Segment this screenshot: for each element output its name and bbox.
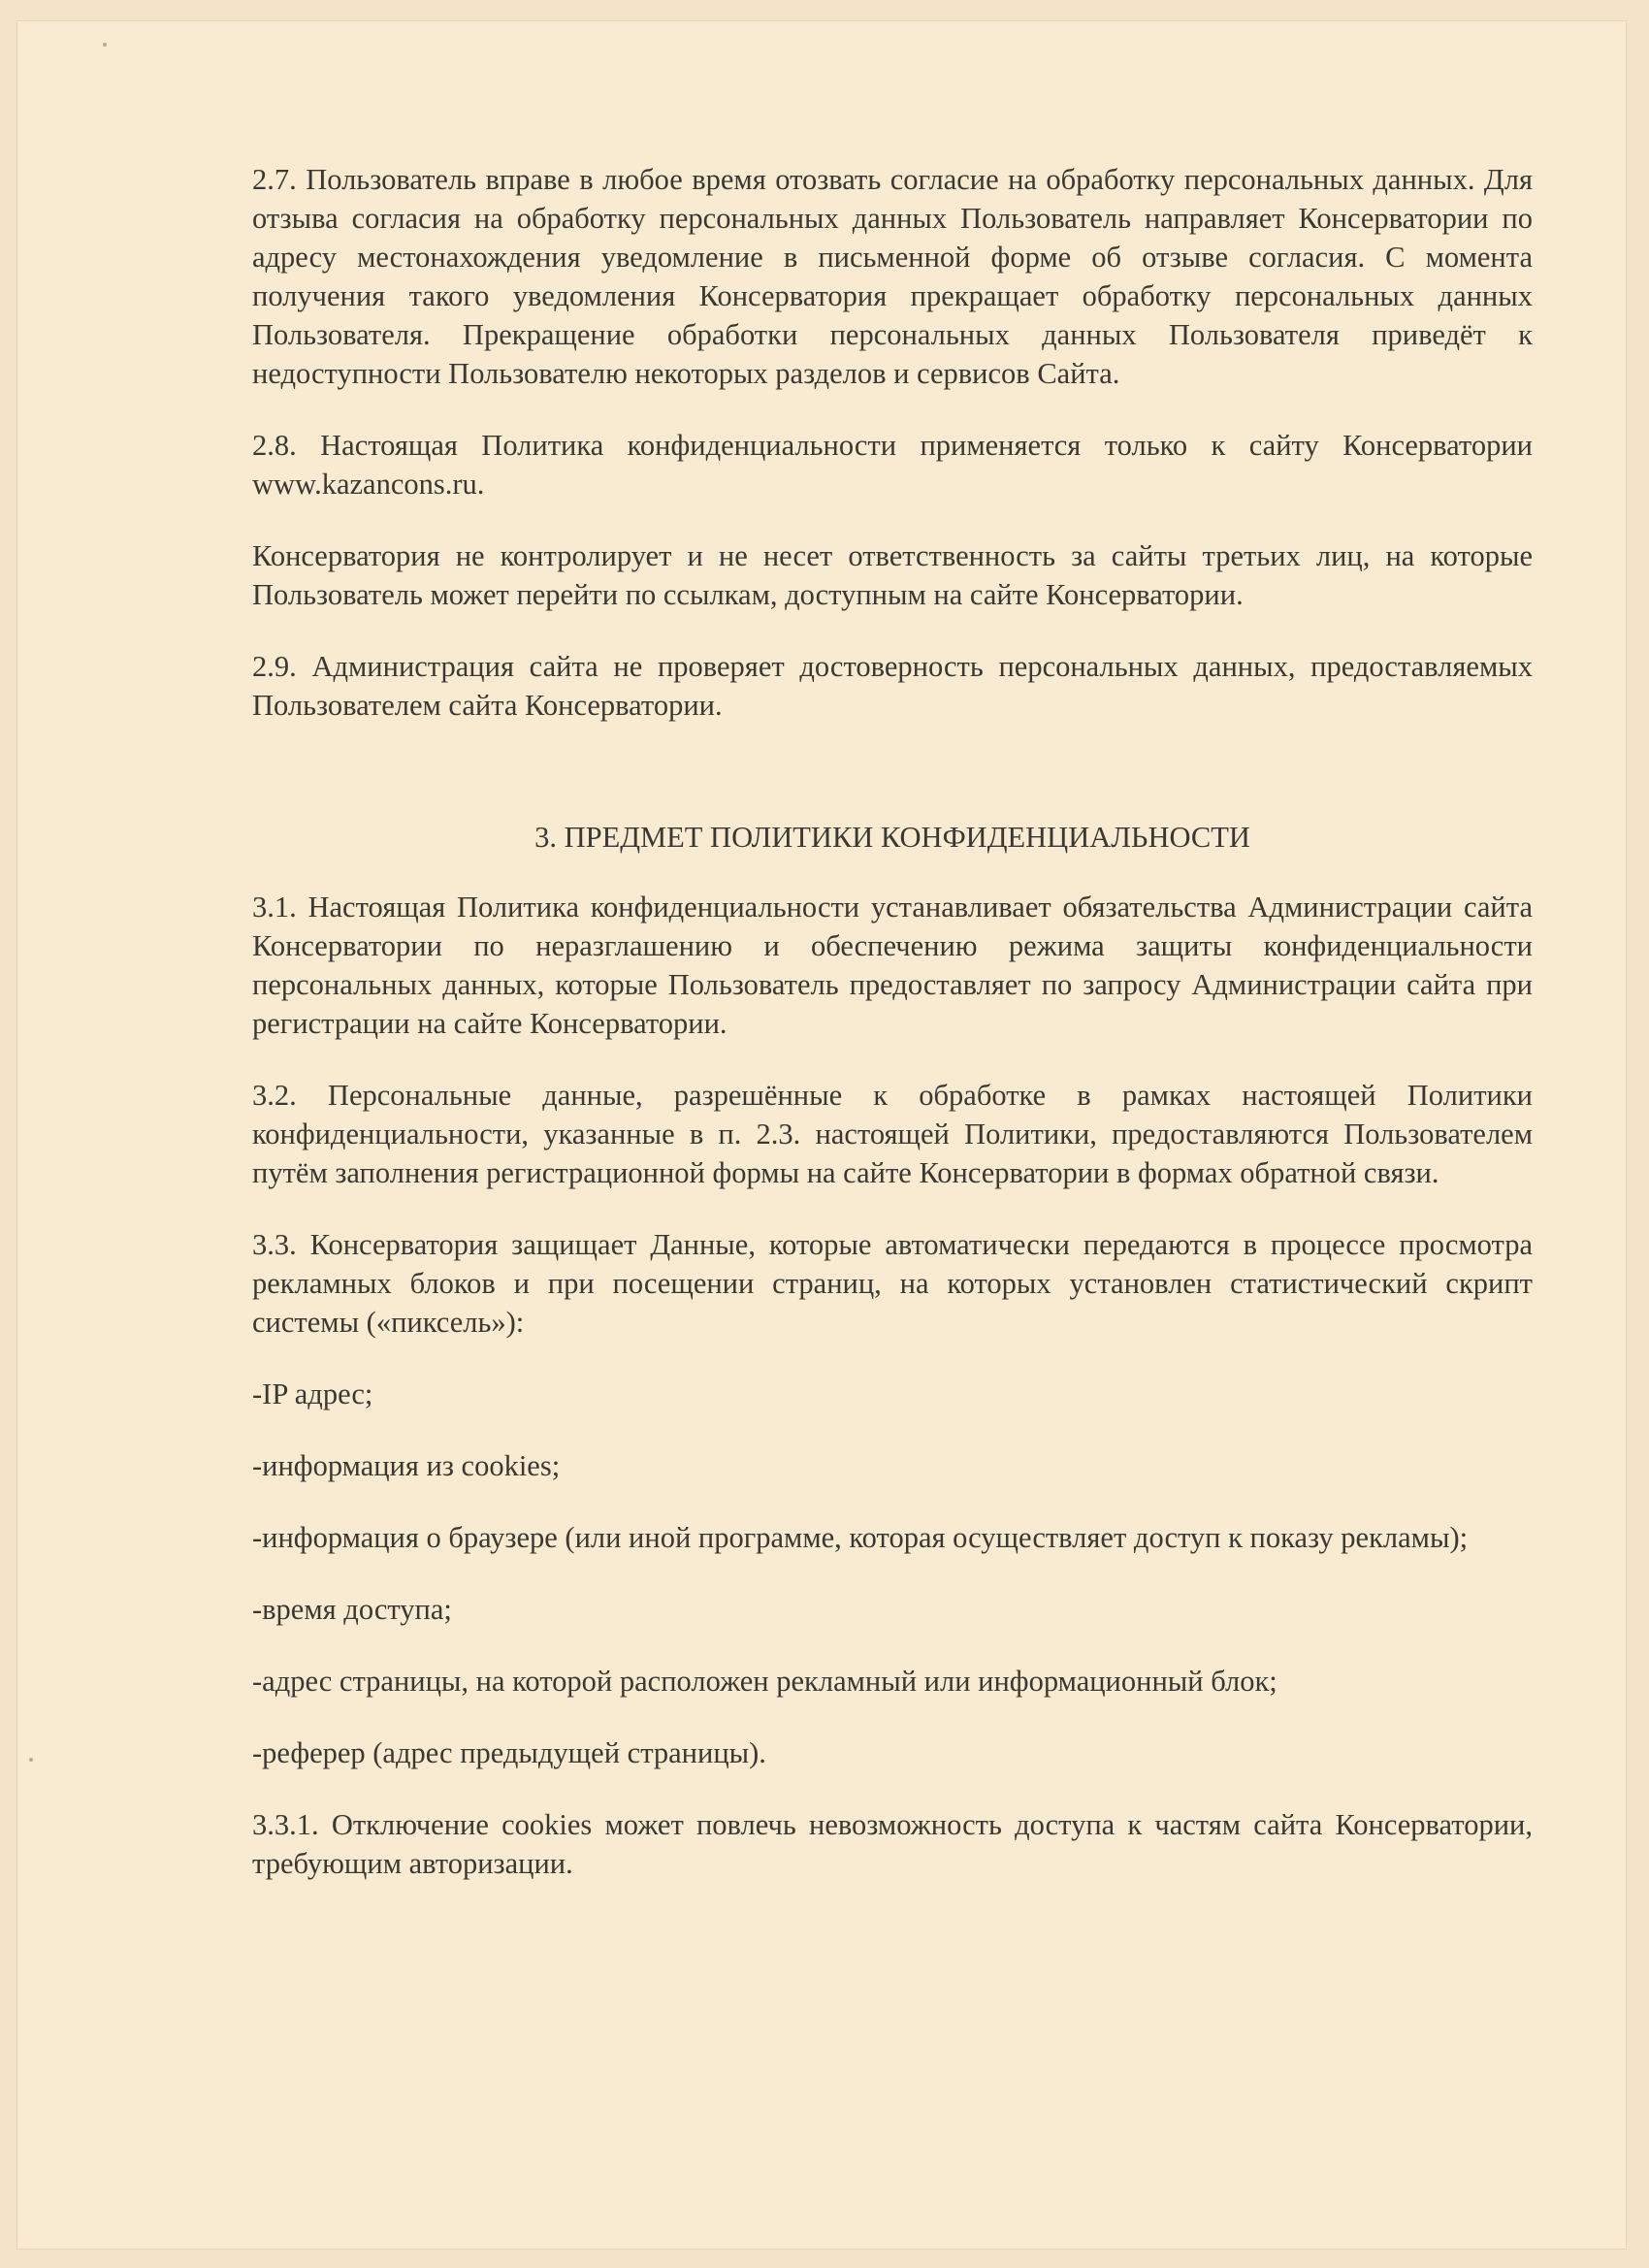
list-item-cookies: -информация из cookies; bbox=[252, 1449, 561, 1482]
document-body bbox=[252, 160, 1533, 1916]
paragraph-2-8: 2.8. Настоящая Политика конфиденциальности применяется только к сайту Консерватории www.kazancons.ru. bbox=[252, 429, 1533, 501]
section-heading: 3. ПРЕДМЕТ ПОЛИТИКИ КОНФИДЕНЦИАЛЬНОСТИ bbox=[534, 821, 1250, 854]
list-item-referrer: -реферер (адрес предыдущей страницы). bbox=[252, 1736, 766, 1769]
paragraph-3-1: 3.1. Настоящая Политика конфиденциальности устанавливает обязательства Администрации сайта Консерватории по неразглашению и обеспечению режима защиты конфиденциальности персональных данных, которые Пользователь предоставляет по запросу Администрации сайта при регистрации на сайте Консерватории. bbox=[252, 891, 1533, 1040]
paragraph-2-9: 2.9. Администрация сайта не проверяет достоверность персональных данных, предоставляемых Пользователем сайта Консерватории. bbox=[252, 650, 1533, 722]
list-item-page-address: -адрес страницы, на которой расположен рекламный или информационный блок; bbox=[252, 1665, 1277, 1698]
list-item-access-time: -время доступа; bbox=[252, 1593, 452, 1626]
document-page bbox=[17, 21, 1626, 2249]
paragraph-2-7: 2.7. Пользователь вправе в любое время отозвать согласие на обработку персональных данных. Для отзыва согласия на обработку персональных данных Пользователь направляет Консерватории по адресу местонахождения уведомление в письменной форме об отзыве согласия. С момента получения такого уведомления Консерватория прекращает обработку персональных данных Пользователя. Прекращение обработки персональных данных Пользователя приведёт к недоступности Пользователю некоторых разделов и сервисов Сайта. bbox=[252, 163, 1533, 390]
paper-speck bbox=[29, 1758, 33, 1762]
paragraph-3-3-1: 3.3.1. Отключение cookies может повлечь невозможность доступа к частям сайта Консерватории, требующим авторизации. bbox=[252, 1808, 1533, 1880]
list-item-browser-info: -информация о браузере (или иной программе, которая осуществляет доступ к показу рекламы); bbox=[252, 1521, 1469, 1554]
paper-speck bbox=[103, 43, 107, 47]
paragraph-third-party-sites: Консерватория не контролирует и не несет ответственность за сайты третьих лиц, на которые Пользователь может перейти по ссылкам, доступным на сайте Консерватории. bbox=[252, 539, 1533, 611]
paragraph-3-3: 3.3. Консерватория защищает Данные, которые автоматически передаются в процессе просмотра рекламных блоков и при посещении страниц, на которых установлен статистический скрипт системы («пиксель»): bbox=[252, 1228, 1533, 1339]
paragraph-3-2: 3.2. Персональные данные, разрешённые к обработке в рамках настоящей Политики конфиденциальности, указанные в п. 2.3. настоящей Политики, предоставляются Пользователем путём заполнения регистрационной формы на сайте Консерватории в формах обратной связи. bbox=[252, 1079, 1533, 1189]
list-item-ip-address: -IP адрес; bbox=[252, 1377, 373, 1410]
